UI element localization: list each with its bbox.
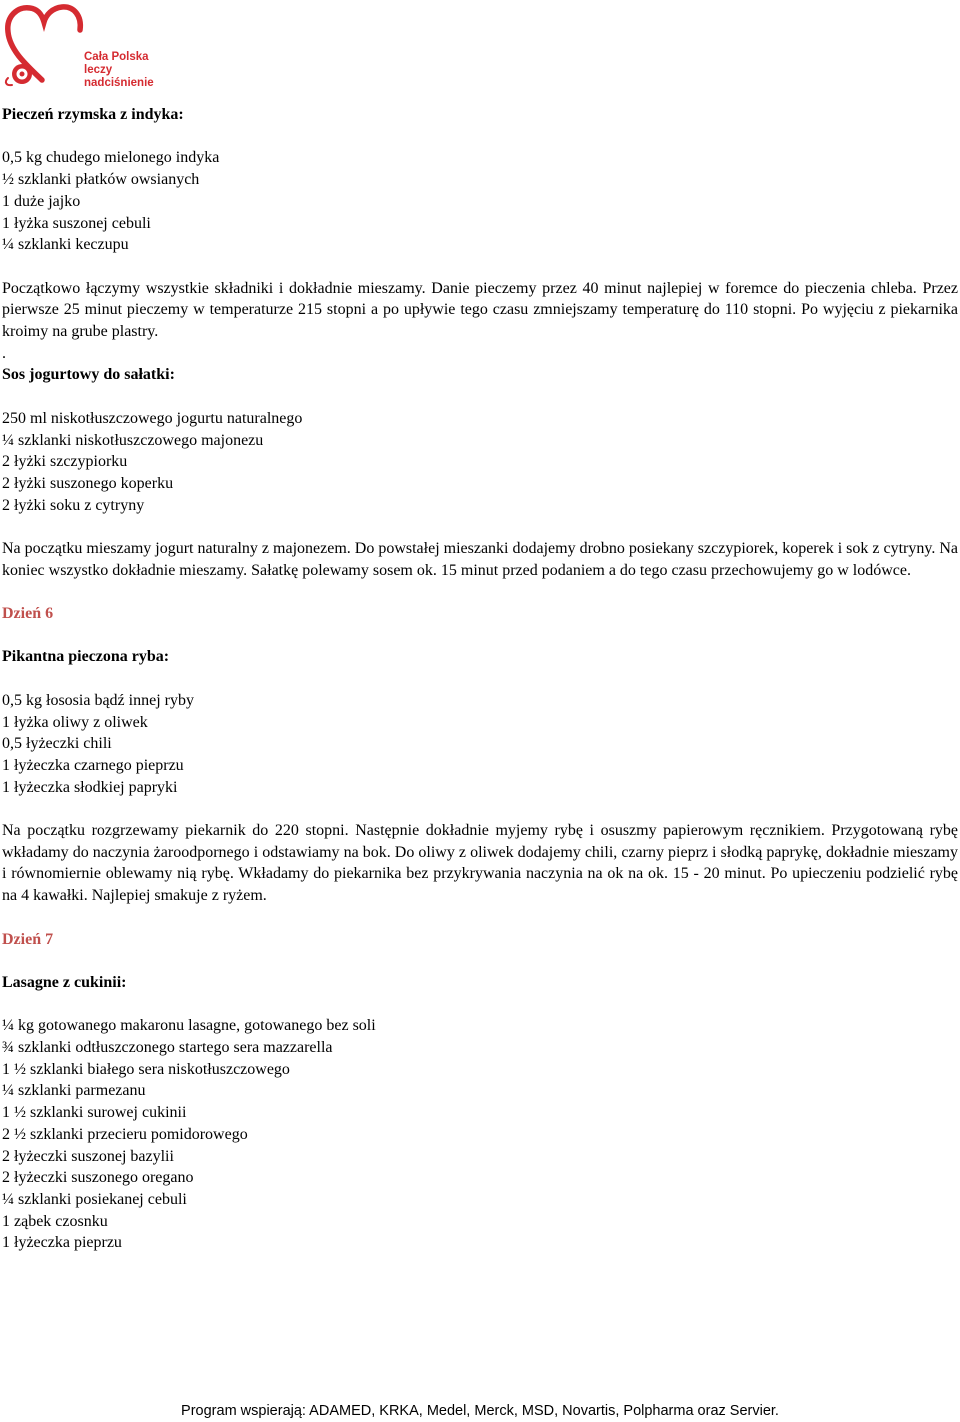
recipe-title: Pikantna pieczona ryba:	[2, 648, 170, 666]
ingredient-line: 1 ząbek czosnku	[2, 1212, 108, 1230]
ingredient-line: ¾ szklanki odtłuszczonego startego sera mazzarella	[2, 1039, 333, 1057]
ingredient-line: 0,5 łyżeczki chili	[2, 735, 112, 753]
ingredient-line: 1 duże jajko	[2, 192, 81, 210]
sponsors-footer: Program wspierają: ADAMED, KRKA, Medel, Merck, MSD, Novartis, Polpharma oraz Servier.	[181, 1403, 779, 1419]
logo-line-2: leczy nadciśnienie	[84, 64, 154, 89]
ingredient-line: 0,5 kg chudego mielonego indyka	[2, 149, 220, 167]
recipe-title: Lasagne z cukinii:	[2, 973, 127, 991]
ingredient-line: 0,5 kg łososia bądź innej ryby	[2, 691, 194, 709]
recipe-title: Sos jogurtowy do sałatki:	[2, 366, 175, 384]
logo-line-1: Cała Polska	[84, 51, 149, 63]
recipe-instructions: Na początku rozgrzewamy piekarnik do 220 stopni. Następnie dokładnie myjemy rybę i osuszmy papierowym ręcznikiem. Przygotowaną rybę wkładamy do naczynia żaroodpornego i odstawiamy na bok. Do oliwy z oliwek dodajemy chili, czarny pieprz i słodką paprykę, dokładnie mieszamy i równomiernie oblewamy nią rybę. Wkładamy do piekarnika bez przykrywania naczynia na ok na ok. 15 - 20 minut. Po upieczeniu podzielić rybę na 4 kawałki. Najlepiej smakuje z ryżem.	[2, 822, 958, 905]
ingredient-line: 1 ½ szklanki surowej cukinii	[2, 1104, 187, 1122]
ingredient-line: 2 łyżeczki suszonej bazylii	[2, 1147, 174, 1165]
ingredient-line: 1 łyżeczka pieprzu	[2, 1234, 122, 1252]
ingredient-line: 1 łyżka suszonej cebuli	[2, 214, 151, 232]
heart-stethoscope-icon	[2, 2, 92, 87]
ingredient-line: 2 łyżki szczypiorku	[2, 453, 128, 471]
ingredient-line: 2 łyżki soku z cytryny	[2, 496, 145, 514]
ingredient-line: 2 ½ szklanki przecieru pomidorowego	[2, 1125, 248, 1143]
ingredient-line: ¼ szklanki niskotłuszczowego majonezu	[2, 431, 264, 449]
ingredient-line: ½ szklanki płatków owsianych	[2, 171, 200, 189]
recipe-instructions: Początkowo łączymy wszystkie składniki i dokładnie mieszamy. Danie pieczemy przez 40 minut najlepiej w foremce do pieczenia chleba. Przez pierwsze 25 minut pieczemy w temperaturze 215 stopni a po upływie tego czasu zmniejszamy temperaturę do 110 stopni. Po wyjęciu z piekarnika kroimy na grube plastry.	[2, 279, 958, 340]
recipe-instructions: Na początku mieszamy jogurt naturalny z majonezem. Do powstałej mieszanki dodajemy drobno posiekany szczypiorek, koperek i sok z cytryny. Na koniec wszystko dokładnie mieszamy. Sałatkę polewamy sosem ok. 15 minut przed podaniem a do tego czasu przechowujemy go w lodówce.	[2, 540, 958, 579]
ingredient-line: 1 ½ szklanki białego sera niskotłuszczowego	[2, 1060, 290, 1078]
ingredient-line: 2 łyżki suszonego koperku	[2, 474, 174, 492]
ingredient-line: 2 łyżeczki suszonego oregano	[2, 1169, 194, 1187]
stray-dot: .	[2, 344, 6, 362]
ingredient-line: ¼ szklanki parmezanu	[2, 1082, 146, 1100]
ingredient-line: ¼ szklanki posiekanej cebuli	[2, 1190, 187, 1208]
ingredient-line: ¼ kg gotowanego makaronu lasagne, gotowanego bez soli	[2, 1017, 376, 1035]
day-heading: Dzień 6	[2, 605, 54, 623]
recipe-title: Pieczeń rzymska z indyka:	[2, 106, 184, 123]
campaign-logo	[2, 2, 177, 87]
recipe-document	[2, 104, 958, 1254]
ingredient-line: 1 łyżeczka czarnego pieprzu	[2, 756, 184, 774]
ingredient-line: ¼ szklanki keczupu	[2, 236, 129, 254]
logo-text	[84, 51, 177, 90]
ingredient-line: 1 łyżeczka słodkiej papryki	[2, 778, 178, 796]
ingredient-line: 1 łyżka oliwy z oliwek	[2, 713, 148, 731]
ingredient-line: 250 ml niskotłuszczowego jogurtu naturalnego	[2, 409, 303, 427]
day-heading: Dzień 7	[2, 930, 54, 948]
